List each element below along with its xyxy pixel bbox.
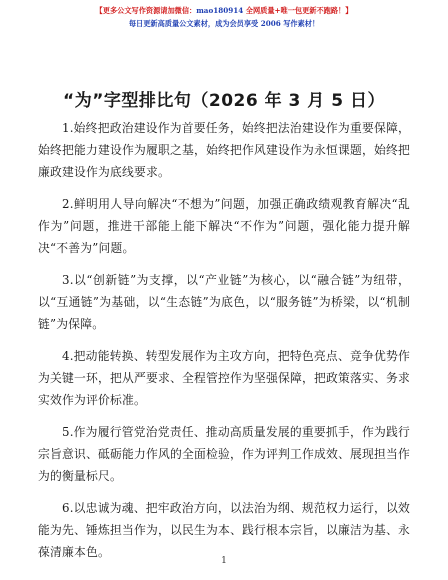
page-number: 1 (221, 556, 227, 566)
paragraph: 6.以忠诚为魂、把牢政治方向，以法治为纲、规范权力运行，以效能为先、锤炼担当作为，以民生为本、践行根本宗旨，以廉洁为基、永葆清廉本色。 (38, 501, 410, 559)
header-banner (0, 4, 448, 30)
paragraph: 2.鲜明用人导向解决“不想为”问题，加强正确政绩观教育解决“乱作为”问题，推进干部能上能下解决“不作为”问题，强化能力提升解决“不善为”问题。 (38, 197, 410, 255)
banner-close-bracket: 】 (345, 6, 353, 15)
banner-promo-line (0, 4, 448, 17)
paragraph: 3.以“创新链”为支撑，以“产业链”为核心，以“融合链”为纽带，以“互通链”为基础，以“生态链”为底色，以“服务链”为桥梁，以“机制链”为保障。 (38, 273, 410, 331)
paragraph: 5.作为履行管党治党责任、推动高质量发展的重要抓手，作为践行宗旨意识、砥砺能力作风的全面检验，作为评判工作成效、展现担当作为的衡量标尺。 (38, 425, 410, 483)
document-body (38, 117, 410, 573)
paragraph: 1.始终把政治建设作为首要任务，始终把法治建设作为重要保障，始终把能力建设作为履职之基，始终把作风建设作为永恒课题，始终把廉政建设作为底线要求。 (38, 121, 410, 179)
banner-promo-text-2: 全网质量+唯一包更新不跑路！ (243, 6, 346, 15)
banner-member-line: 每日更新高质量公文素材，成为会员享受 2006 写作素材！ (128, 19, 320, 28)
banner-open-bracket: 【 (95, 6, 103, 15)
banner-wechat-id: mao180914 (196, 6, 244, 15)
document-title: “为”字型排比句（2026 年 3 月 5 日） (63, 91, 385, 111)
banner-promo-text: 更多公文写作资源请加微信： (102, 6, 197, 15)
paragraph: 4.把动能转换、转型发展作为主攻方向，把特色亮点、竞争优势作为关键一环，把从严要求、全程管控作为坚强保障，把政策落实、务求实效作为评价标准。 (38, 349, 410, 407)
